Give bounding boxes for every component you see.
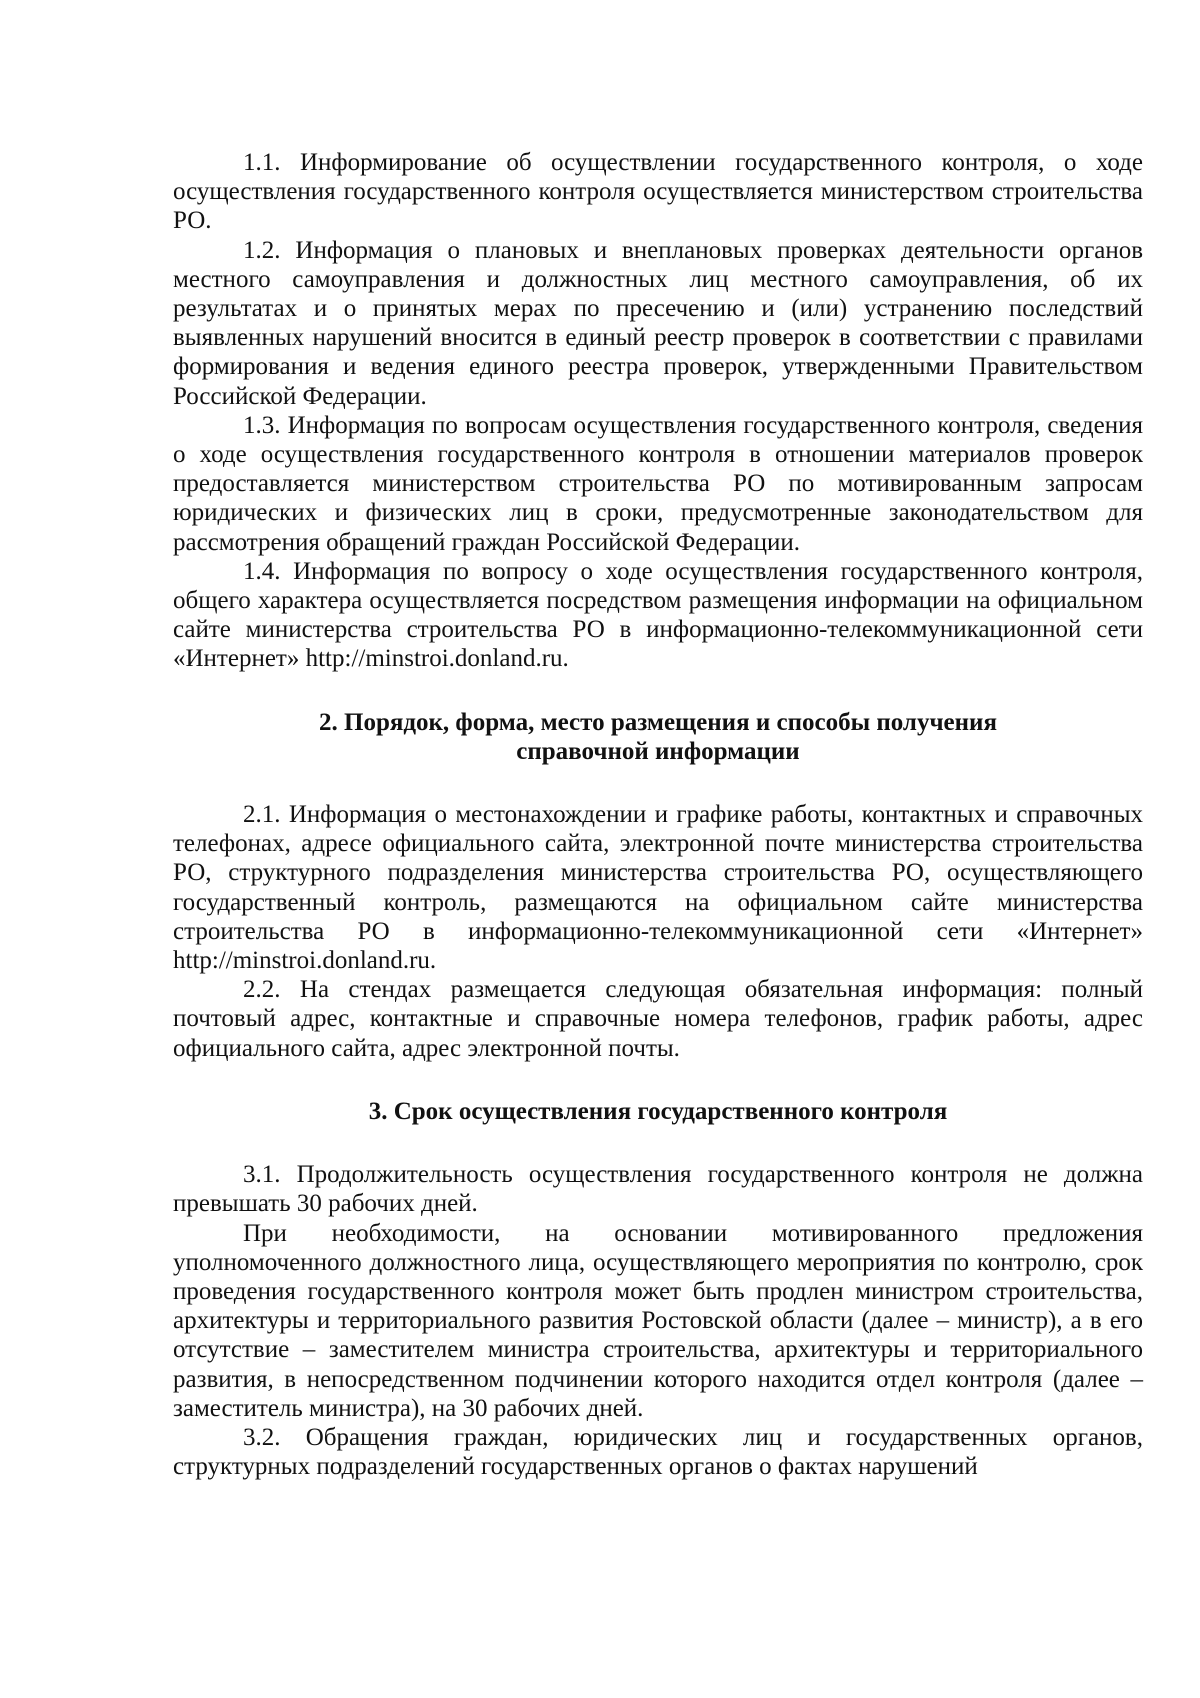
paragraph-3-1-extension: При необходимости, на основании мотивированного предложения уполномоченного должностного лица, осуществляющего мероприятия по контролю, срок проведения государственного контроля может быть продлен министром строительства, архитектуры и территориального развития Ростовской области (далее – министр), а в его отсутствие – заместителем министра строительства, архитектуры и территориального развития, в непосредственном подчинении которого находится отдел контроля (далее – заместитель министра), на 30 рабочих дней. [173,1219,1143,1422]
paragraph-1-4: 1.4. Информация по вопросу о ходе осуществления государственного контроля, общего характера осуществляется посредством размещения информации на официальном сайте министерства строительства РО в информационно-телекоммуникационной сети «Интернет» http://minstroi.donland.ru. [173,557,1143,673]
paragraph-3-2: 3.2. Обращения граждан, юридических лиц и государственных органов, структурных подразделений государственных органов о фактах нарушений [173,1423,1143,1481]
spacer [173,1063,1143,1097]
section-2-heading-line-2: справочной информации [516,737,800,765]
spacer [173,674,1143,708]
paragraph-2-1: 2.1. Информация о местонахождении и графике работы, контактных и справочных телефонах, адресе официального сайта, электронной почте министерства строительства РО, структурного подразделения министерства строительства РО, осуществляющего государственный контроль, размещаются на официальном сайте министерства строительства РО в информационно-телекоммуникационной сети «Интернет» http://minstroi.donland.ru. [173,801,1143,975]
paragraph-1-3: 1.3. Информация по вопросам осуществления государственного контроля, сведения о ходе осуществления государственного контроля в отношении материалов проверок предоставляется министерством строительства РО по мотивированным запросам юридических и физических лиц в сроки, предусмотренные законодательством для рассмотрения обращений граждан Российской Федерации. [173,411,1143,556]
spacer [173,766,1143,800]
paragraph-2-2: 2.2. На стендах размещается следующая обязательная информация: полный почтовый адрес, контактные и справочные номера телефонов, график работы, адрес официального сайта, адрес электронной почты. [173,976,1143,1062]
paragraph-1-1: 1.1. Информирование об осуществлении государственного контроля, о ходе осуществления государственного контроля осуществляется министерством строительства РО. [173,149,1143,235]
paragraph-1-2: 1.2. Информация о плановых и внеплановых проверках деятельности органов местного самоуправления и должностных лиц местного самоуправления, об их результатах и о принятых мерах по пресечению и (или) устранению последствий выявленных нарушений вносится в единый реестр проверок в соответствии с правилами формирования и ведения единого реестра проверок, утвержденными Правительством Российской Федерации. [173,236,1143,410]
section-2-heading-line-1: 2. Порядок, форма, место размещения и способы получения [319,708,997,736]
spacer [173,1126,1143,1160]
document-page [173,148,1143,1481]
paragraph-3-1: 3.1. Продолжительность осуществления государственного контроля не должна превышать 30 рабочих дней. [173,1161,1143,1218]
section-3-heading: 3. Срок осуществления государственного контроля [368,1097,948,1125]
